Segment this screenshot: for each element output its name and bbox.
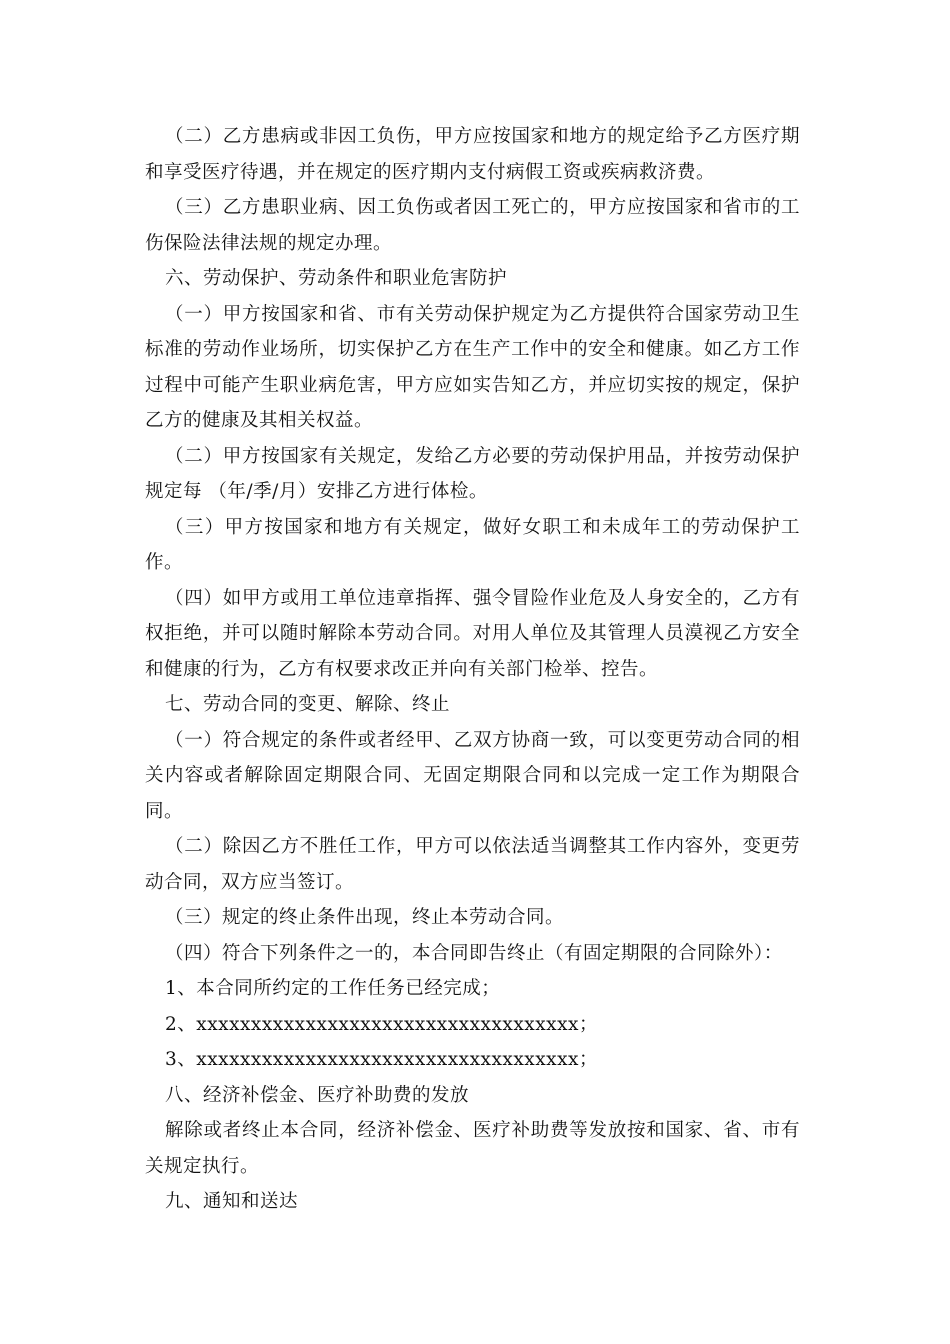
- section-heading-7: 七、劳动合同的变更、解除、终止: [165, 694, 451, 715]
- paragraph-6-2: （二）甲方按国家有关规定，发给乙方必要的劳动保护用品，并按劳动保护规定每 （年/季/月）安排乙方进行体检。: [145, 445, 800, 502]
- paragraph-7-1: （一）符合规定的条件或者经甲、乙双方协商一致，可以变更劳动合同的相关内容或者解除固定期限合同、无固定期限合同和以完成一定工作为期限合同。: [145, 729, 800, 822]
- list-item-2: 2、xxxxxxxxxxxxxxxxxxxxxxxxxxxxxxxxxxx；: [165, 1013, 598, 1035]
- section-heading-6: 六、劳动保护、劳动条件和职业危害防护: [165, 268, 508, 289]
- paragraph-7-2: （二）除因乙方不胜任工作，甲方可以依法适当调整其工作内容外，变更劳动合同，双方应当签订。: [145, 836, 800, 893]
- paragraph-7-3: （三）规定的终止条件出现，终止本劳动合同。: [165, 907, 565, 928]
- paragraph-6-3: （三）甲方按国家和地方有关规定，做好女职工和未成年工的劳动保护工作。: [145, 516, 800, 573]
- section-heading-8: 八、经济补偿金、医疗补助费的发放: [165, 1084, 470, 1106]
- paragraph-occupational-injury: （三）乙方患职业病、因工负伤或者因工死亡的，甲方应按国家和省市的工伤保险法律法规的规定办理。: [145, 197, 800, 254]
- document-body: [145, 119, 800, 1220]
- paragraph-7-4: （四）符合下列条件之一的，本合同即告终止（有固定期限的合同除外）：: [165, 942, 783, 964]
- list-item-1: 1、本合同所约定的工作任务已经完成；: [165, 978, 501, 999]
- paragraph-6-4: （四）如甲方或用工单位违章指挥、强令冒险作业危及人身安全的，乙方有权拒绝，并可以随时解除本劳动合同。对用人单位及其管理人员漠视乙方安全和健康的行为，乙方有权要求改正并向有关部门检举、控告。: [145, 587, 800, 680]
- paragraph-sick-leave: （二）乙方患病或非因工负伤，甲方应按国家和地方的规定给予乙方医疗期和享受医疗待遇，并在规定的医疗期内支付病假工资或疾病救济费。: [145, 126, 800, 183]
- section-heading-9: 九、通知和送达: [165, 1191, 299, 1212]
- paragraph-6-1: （一）甲方按国家和省、市有关劳动保护规定为乙方提供符合国家劳动卫生标准的劳动作业场所，切实保护乙方在生产工作中的安全和健康。如乙方工作过程中可能产生职业病危害，甲方应如实告知乙方，并应切实按的规定，保护乙方的健康及其相关权益。: [145, 303, 800, 431]
- list-item-3: 3、xxxxxxxxxxxxxxxxxxxxxxxxxxxxxxxxxxx；: [165, 1049, 598, 1070]
- paragraph-8: 解除或者终止本合同，经济补偿金、医疗补助费等发放按和国家、省、市有关规定执行。: [145, 1120, 800, 1177]
